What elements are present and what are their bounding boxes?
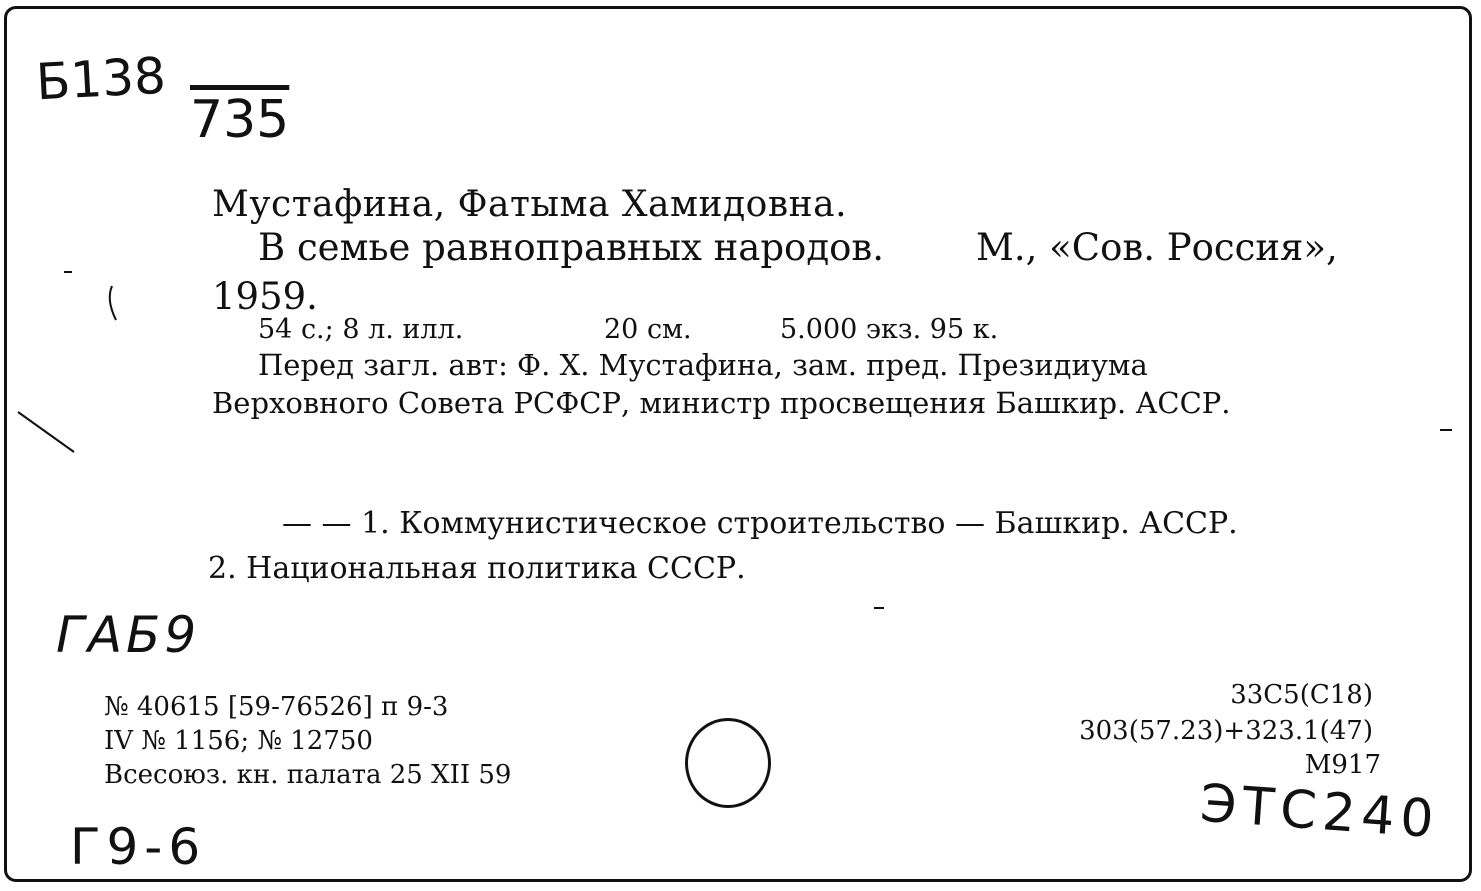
handwritten-shelfmark-number: 735 [190,90,290,150]
author-note-line-1: Перед загл. авт: Ф. Х. Мустафина, зам. пред. Президиума [258,348,1148,382]
book-title: В семье равноправных народов. [258,226,884,269]
author-note-line-2: Верховного Совета РСФСР, министр просвещения Башкир. АССР. [212,386,1231,420]
circle-mark [685,718,771,808]
publisher: М., «Сов. Россия», [976,226,1338,269]
publication-year: 1959. [212,275,318,318]
collation-copies: 5.000 экз. 95 к. [780,314,999,345]
handwritten-code: ГАБ9 [56,606,201,664]
series-number: IV № 1156; № 12750 [104,726,373,756]
registration-number: № 40615 [59-76526] п 9-3 [104,692,449,722]
handwritten-inventory-number: ЭТС240 [1198,773,1442,851]
classification-index-1: 33С5(С18) [1230,680,1373,710]
author-mark: М917 [1304,750,1381,780]
handwritten-shelfmark: Б138 [34,46,168,112]
subject-heading-1: — — 1. Коммунистическое строительство — Башкир. АССР. [282,506,1238,541]
chamber-date: Всесоюз. кн. палата 25 XII 59 [104,760,512,790]
classification-index-2: 303(57.23)+323.1(47) [1079,716,1373,746]
subject-heading-2: 2. Национальная политика СССР. [208,551,746,586]
collation-size: 20 см. [604,314,692,345]
collation-pages: 54 с.; 8 л. илл. [258,314,464,345]
author-heading: Мустафина, Фатыма Хамидовна. [212,184,848,225]
handwritten-code-bottom: Г9-6 [70,818,207,876]
